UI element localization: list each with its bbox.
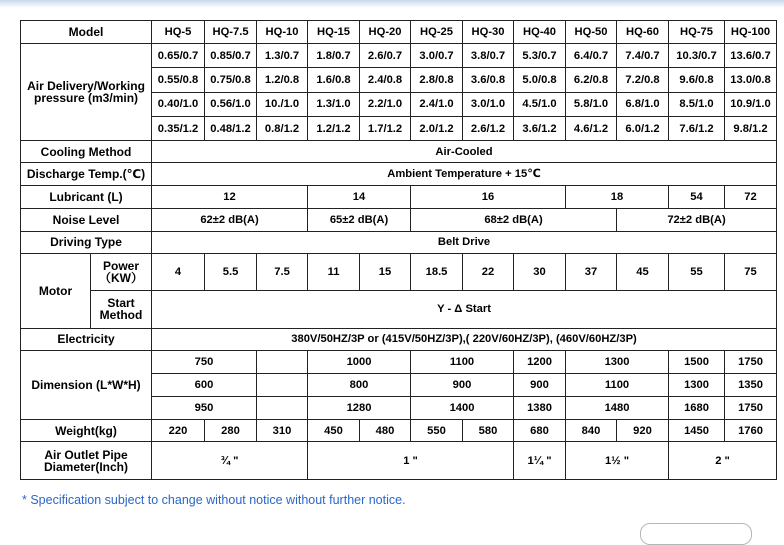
dimension-cell bbox=[257, 397, 308, 420]
air-delivery-cell: 0.8/1.2 bbox=[257, 116, 308, 140]
air-delivery-cell: 1.3/1.0 bbox=[308, 92, 360, 116]
noise-cell: 65±2 dB(A) bbox=[308, 208, 411, 231]
weight-cell: 220 bbox=[152, 420, 205, 442]
dimension-cell: 1100 bbox=[411, 350, 514, 373]
model-row bbox=[21, 21, 777, 44]
power-cell: 15 bbox=[360, 253, 411, 291]
outlet-label-line-2: Diameter(Inch) bbox=[43, 459, 129, 474]
dimension-cell: 600 bbox=[152, 373, 257, 396]
air-delivery-cell: 10.9/1.0 bbox=[725, 92, 777, 116]
power-cell: 5.5 bbox=[205, 253, 257, 291]
model-cell: HQ-10 bbox=[257, 21, 308, 44]
dimension-row bbox=[21, 350, 777, 373]
air-delivery-cell: 0.65/0.7 bbox=[152, 44, 205, 68]
dimension-cell: 900 bbox=[514, 373, 566, 396]
model-label: Model bbox=[21, 21, 152, 44]
dimension-cell: 1100 bbox=[566, 373, 669, 396]
air-delivery-cell: 0.75/0.8 bbox=[205, 68, 257, 92]
air-delivery-cell: 2.6/0.7 bbox=[360, 44, 411, 68]
model-cell: HQ-30 bbox=[463, 21, 514, 44]
air-delivery-cell: 0.48/1.2 bbox=[205, 116, 257, 140]
model-cell: HQ-50 bbox=[566, 21, 617, 44]
driving-label: Driving Type bbox=[21, 231, 152, 253]
air-delivery-cell: 13.0/0.8 bbox=[725, 68, 777, 92]
air-delivery-cell: 3.8/0.7 bbox=[463, 44, 514, 68]
power-cell: 7.5 bbox=[257, 253, 308, 291]
dimension-cell: 800 bbox=[308, 373, 411, 396]
outlet-label-line-1: Air Outlet Pipe bbox=[44, 447, 128, 462]
power-cell: 45 bbox=[617, 253, 669, 291]
model-cell: HQ-25 bbox=[411, 21, 463, 44]
motor-label: Motor bbox=[21, 253, 91, 328]
dimension-cell: 1300 bbox=[566, 350, 669, 373]
dimension-cell: 1380 bbox=[514, 397, 566, 420]
air-delivery-cell: 0.85/0.7 bbox=[205, 44, 257, 68]
weight-cell: 1760 bbox=[725, 420, 777, 442]
outlet-cell: 1¼ " bbox=[514, 442, 566, 480]
motor-start-row bbox=[21, 291, 777, 329]
dimension-cell: 750 bbox=[152, 350, 257, 373]
air-delivery-cell: 6.4/0.7 bbox=[566, 44, 617, 68]
power-cell: 18.5 bbox=[411, 253, 463, 291]
air-delivery-cell: 8.5/1.0 bbox=[669, 92, 725, 116]
lubricant-cell: 12 bbox=[152, 186, 308, 208]
air-delivery-cell: 6.0/1.2 bbox=[617, 116, 669, 140]
air-delivery-cell: 7.2/0.8 bbox=[617, 68, 669, 92]
dimension-cell: 900 bbox=[411, 373, 514, 396]
outlet-cell: 1½ " bbox=[566, 442, 669, 480]
start-label-line-2: Method bbox=[99, 308, 143, 323]
noise-row bbox=[21, 208, 777, 231]
lubricant-cell: 72 bbox=[725, 186, 777, 208]
model-cell: HQ-7.5 bbox=[205, 21, 257, 44]
corner-outline-shape bbox=[640, 523, 752, 545]
top-header-strip bbox=[0, 0, 784, 8]
cooling-row bbox=[21, 141, 777, 163]
weight-cell: 680 bbox=[514, 420, 566, 442]
model-cell: HQ-5 bbox=[152, 21, 205, 44]
weight-cell: 840 bbox=[566, 420, 617, 442]
start-label-line-1: Start bbox=[107, 296, 135, 311]
outlet-cell: 2 " bbox=[669, 442, 777, 480]
air-delivery-cell: 6.2/0.8 bbox=[566, 68, 617, 92]
air-delivery-cell: 1.2/1.2 bbox=[308, 116, 360, 140]
air-delivery-cell: 2.4/0.8 bbox=[360, 68, 411, 92]
dimension-cell: 1000 bbox=[308, 350, 411, 373]
air-delivery-cell: 4.6/1.2 bbox=[566, 116, 617, 140]
lubricant-cell: 14 bbox=[308, 186, 411, 208]
noise-label: Noise Level bbox=[21, 208, 152, 231]
noise-cell: 62±2 dB(A) bbox=[152, 208, 308, 231]
dimension-cell: 1280 bbox=[308, 397, 411, 420]
noise-cell: 68±2 dB(A) bbox=[411, 208, 617, 231]
dimension-cell bbox=[257, 350, 308, 373]
air-delivery-cell: 1.8/0.7 bbox=[308, 44, 360, 68]
start-value: Y - Δ Start bbox=[152, 291, 777, 329]
model-cell: HQ-75 bbox=[669, 21, 725, 44]
power-cell: 22 bbox=[463, 253, 514, 291]
air-delivery-cell: 1.7/1.2 bbox=[360, 116, 411, 140]
air-delivery-cell: 0.55/0.8 bbox=[152, 68, 205, 92]
air-delivery-cell: 6.8/1.0 bbox=[617, 92, 669, 116]
power-cell: 4 bbox=[152, 253, 205, 291]
weight-cell: 280 bbox=[205, 420, 257, 442]
outlet-row bbox=[21, 442, 777, 480]
noise-cell: 72±2 dB(A) bbox=[617, 208, 777, 231]
model-cell: HQ-15 bbox=[308, 21, 360, 44]
air-delivery-cell: 0.40/1.0 bbox=[152, 92, 205, 116]
air-delivery-cell: 2.4/1.0 bbox=[411, 92, 463, 116]
driving-row bbox=[21, 231, 777, 253]
air-delivery-cell: 1.6/0.8 bbox=[308, 68, 360, 92]
air-delivery-cell: 5.0/0.8 bbox=[514, 68, 566, 92]
dimension-cell: 1200 bbox=[514, 350, 566, 373]
air-delivery-cell: 7.4/0.7 bbox=[617, 44, 669, 68]
dimension-cell: 1350 bbox=[725, 373, 777, 396]
cooling-value: Air-Cooled bbox=[152, 141, 777, 163]
dimension-cell bbox=[257, 373, 308, 396]
discharge-value: Ambient Temperature + 15℃ bbox=[152, 163, 777, 186]
air-delivery-cell: 10.3/0.7 bbox=[669, 44, 725, 68]
air-delivery-cell: 5.3/0.7 bbox=[514, 44, 566, 68]
power-label-line-2: （KW） bbox=[99, 270, 143, 285]
cooling-label: Cooling Method bbox=[21, 141, 152, 163]
air-delivery-cell: 7.6/1.2 bbox=[669, 116, 725, 140]
air-delivery-cell: 5.8/1.0 bbox=[566, 92, 617, 116]
power-cell: 37 bbox=[566, 253, 617, 291]
dimension-cell: 1300 bbox=[669, 373, 725, 396]
air-delivery-label bbox=[21, 44, 152, 141]
model-cell: HQ-40 bbox=[514, 21, 566, 44]
electricity-value: 380V/50HZ/3P or (415V/50HZ/3P),( 220V/60HZ/3P), (460V/60HZ/3P) bbox=[152, 328, 777, 350]
air-delivery-row bbox=[21, 44, 777, 68]
dimension-cell: 1500 bbox=[669, 350, 725, 373]
air-delivery-label-line-1: Air Delivery/Working bbox=[27, 79, 145, 94]
outlet-cell: ¾ " bbox=[152, 442, 308, 480]
air-delivery-cell: 10./1.0 bbox=[257, 92, 308, 116]
air-delivery-cell: 4.5/1.0 bbox=[514, 92, 566, 116]
weight-label: Weight(kg) bbox=[21, 420, 152, 442]
air-delivery-cell: 9.6/0.8 bbox=[669, 68, 725, 92]
dimension-cell: 950 bbox=[152, 397, 257, 420]
outlet-label bbox=[21, 442, 152, 480]
weight-cell: 1450 bbox=[669, 420, 725, 442]
air-delivery-cell: 3.6/1.2 bbox=[514, 116, 566, 140]
air-delivery-cell: 2.8/0.8 bbox=[411, 68, 463, 92]
model-cell: HQ-100 bbox=[725, 21, 777, 44]
air-delivery-cell: 1.2/0.8 bbox=[257, 68, 308, 92]
lubricant-cell: 54 bbox=[669, 186, 725, 208]
air-delivery-cell: 3.0/1.0 bbox=[463, 92, 514, 116]
power-cell: 30 bbox=[514, 253, 566, 291]
air-delivery-cell: 2.0/1.2 bbox=[411, 116, 463, 140]
weight-cell: 310 bbox=[257, 420, 308, 442]
lubricant-cell: 18 bbox=[566, 186, 669, 208]
air-delivery-label-line-2: pressure (m3/min) bbox=[33, 91, 139, 106]
weight-row bbox=[21, 420, 777, 442]
weight-cell: 450 bbox=[308, 420, 360, 442]
power-cell: 55 bbox=[669, 253, 725, 291]
air-delivery-cell: 2.6/1.2 bbox=[463, 116, 514, 140]
dimension-cell: 1400 bbox=[411, 397, 514, 420]
weight-cell: 480 bbox=[360, 420, 411, 442]
power-label bbox=[91, 253, 152, 291]
discharge-label: Discharge Temp.(℃) bbox=[21, 163, 152, 186]
start-label bbox=[91, 291, 152, 329]
lubricant-row bbox=[21, 186, 777, 208]
air-delivery-cell: 13.6/0.7 bbox=[725, 44, 777, 68]
dimension-cell: 1750 bbox=[725, 350, 777, 373]
air-delivery-cell: 9.8/1.2 bbox=[725, 116, 777, 140]
weight-cell: 920 bbox=[617, 420, 669, 442]
air-delivery-cell: 2.2/1.0 bbox=[360, 92, 411, 116]
weight-cell: 550 bbox=[411, 420, 463, 442]
footnote: * Specification subject to change without notice without further notice. bbox=[22, 493, 406, 507]
dimension-cell: 1680 bbox=[669, 397, 725, 420]
air-delivery-cell: 1.3/0.7 bbox=[257, 44, 308, 68]
specification-table bbox=[20, 20, 777, 480]
power-label-line-1: Power bbox=[103, 258, 140, 273]
discharge-row bbox=[21, 163, 777, 186]
outlet-cell: 1 " bbox=[308, 442, 514, 480]
driving-value: Belt Drive bbox=[152, 231, 777, 253]
lubricant-label: Lubricant (L) bbox=[21, 186, 152, 208]
air-delivery-cell: 3.0/0.7 bbox=[411, 44, 463, 68]
dimension-label: Dimension (L*W*H) bbox=[21, 350, 152, 419]
weight-cell: 580 bbox=[463, 420, 514, 442]
model-cell: HQ-20 bbox=[360, 21, 411, 44]
power-cell: 75 bbox=[725, 253, 777, 291]
electricity-row bbox=[21, 328, 777, 350]
dimension-cell: 1480 bbox=[566, 397, 669, 420]
motor-power-row bbox=[21, 253, 777, 291]
air-delivery-cell: 3.6/0.8 bbox=[463, 68, 514, 92]
dimension-cell: 1750 bbox=[725, 397, 777, 420]
electricity-label: Electricity bbox=[21, 328, 152, 350]
model-cell: HQ-60 bbox=[617, 21, 669, 44]
lubricant-cell: 16 bbox=[411, 186, 566, 208]
power-cell: 11 bbox=[308, 253, 360, 291]
air-delivery-cell: 0.35/1.2 bbox=[152, 116, 205, 140]
air-delivery-cell: 0.56/1.0 bbox=[205, 92, 257, 116]
